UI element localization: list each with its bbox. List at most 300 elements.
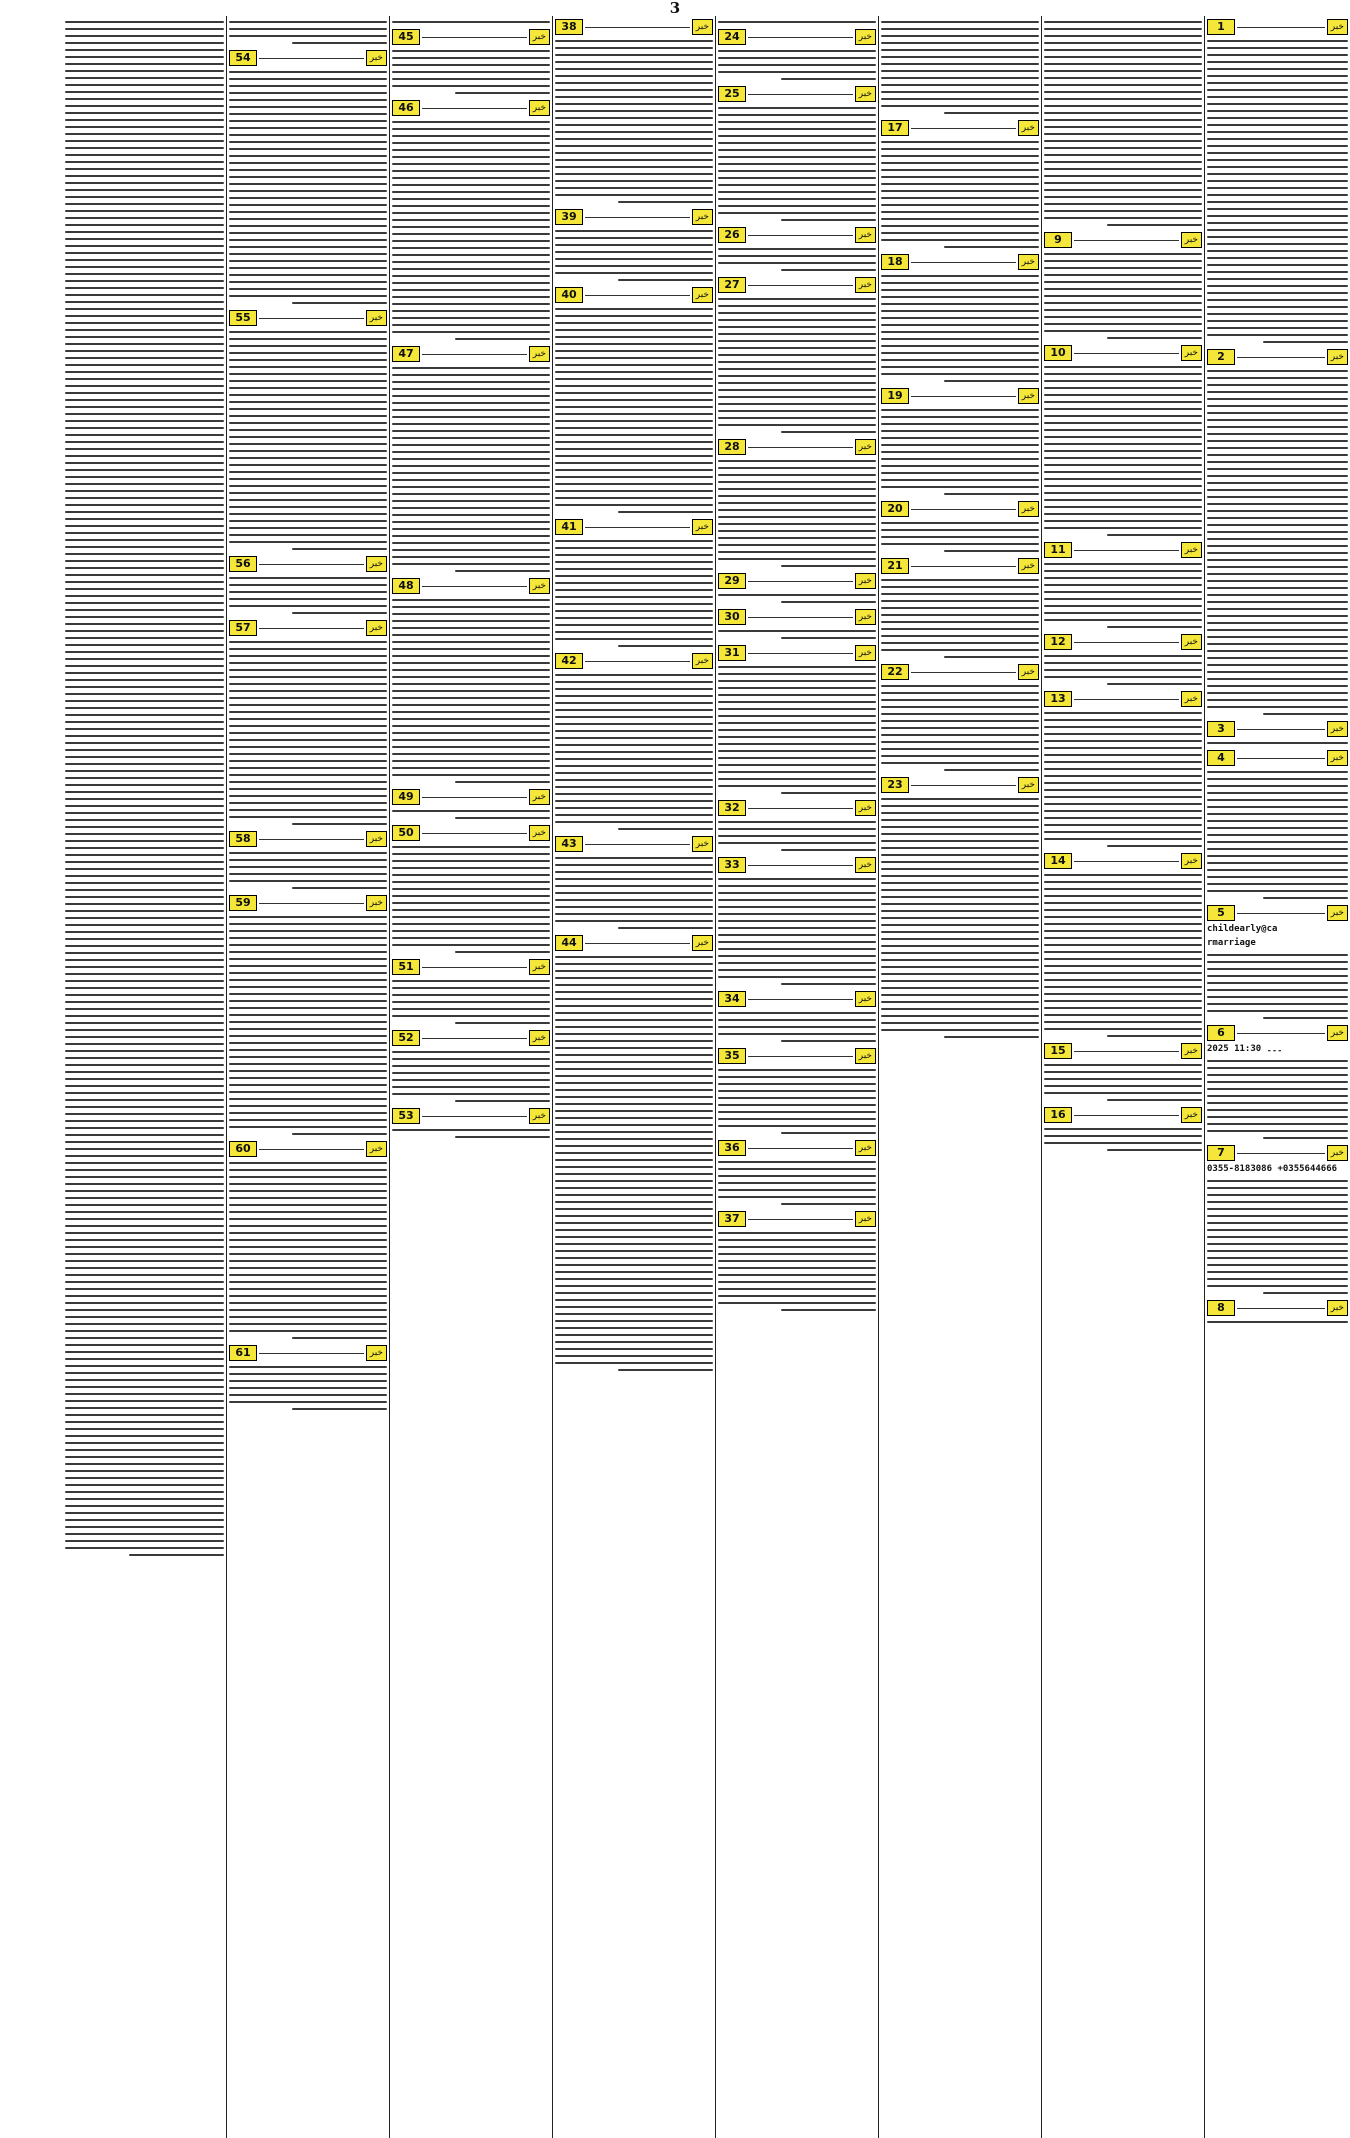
text-line	[392, 1079, 550, 1081]
text-line	[65, 1162, 224, 1164]
item-header	[718, 439, 876, 455]
text-line	[881, 155, 1039, 157]
text-line	[1207, 236, 1348, 238]
text-line	[65, 609, 224, 611]
text-line	[229, 788, 387, 790]
text-line	[392, 683, 550, 685]
text-line	[292, 823, 387, 825]
text-line	[65, 168, 224, 170]
news-item	[718, 227, 876, 271]
text-line	[718, 892, 876, 894]
item-label: خبر	[366, 1345, 387, 1361]
text-line	[229, 1246, 387, 1248]
header-rule	[422, 108, 527, 109]
text-line	[392, 282, 550, 284]
text-line	[555, 1166, 713, 1168]
text-line	[1207, 173, 1348, 175]
text-line	[781, 565, 876, 567]
text-line	[392, 853, 550, 855]
text-line	[1044, 916, 1202, 918]
header-rule	[748, 235, 853, 236]
text-line	[718, 1118, 876, 1120]
text-line	[1044, 733, 1202, 735]
text-line	[65, 840, 224, 842]
text-line	[229, 1176, 387, 1178]
item-header	[229, 50, 387, 66]
item-header	[718, 1048, 876, 1064]
text-line	[1207, 117, 1348, 119]
text-line	[392, 500, 550, 502]
text-line	[65, 798, 224, 800]
item-label: خبر	[692, 519, 713, 535]
text-line	[881, 798, 1039, 800]
text-line	[1207, 862, 1348, 864]
news-item	[392, 346, 550, 572]
news-item	[555, 653, 713, 830]
text-line	[1044, 662, 1202, 664]
text-line	[555, 695, 713, 697]
text-line	[1207, 1321, 1348, 1323]
item-number: 4	[1207, 750, 1235, 766]
text-line	[65, 931, 224, 933]
text-line	[555, 1138, 713, 1140]
text-line	[229, 197, 387, 199]
text-line	[292, 548, 387, 550]
text-line	[555, 554, 713, 556]
header-rule	[422, 967, 527, 968]
text-line	[1207, 643, 1348, 645]
news-item	[881, 777, 1039, 1038]
text-line	[1207, 306, 1348, 308]
news-item	[1044, 345, 1202, 536]
item-number: 10	[1044, 345, 1072, 361]
text-line	[1044, 1135, 1202, 1137]
text-line	[392, 289, 550, 291]
text-line	[1207, 271, 1348, 273]
text-line	[881, 232, 1039, 234]
text-line	[555, 1068, 713, 1070]
text-line	[555, 977, 713, 979]
text-line	[229, 148, 387, 150]
text-line	[881, 197, 1039, 199]
text-line	[1207, 103, 1348, 105]
text-line	[1107, 534, 1202, 536]
text-line	[229, 113, 387, 115]
text-line	[1044, 182, 1202, 184]
text-line	[392, 430, 550, 432]
text-line	[65, 1078, 224, 1080]
text-line	[65, 637, 224, 639]
text-line	[392, 331, 550, 333]
text-line	[229, 253, 387, 255]
text-line	[718, 191, 876, 193]
text-line	[392, 930, 550, 932]
text-line	[555, 272, 713, 274]
text-line	[555, 1236, 713, 1238]
text-line	[392, 923, 550, 925]
item-label: خبر	[855, 800, 876, 816]
text-line	[718, 128, 876, 130]
text-line	[65, 105, 224, 107]
text-line	[555, 744, 713, 746]
news-item	[1207, 905, 1348, 1019]
item-header	[555, 519, 713, 535]
item-label: خبر	[1181, 691, 1202, 707]
text-line	[944, 656, 1039, 658]
text-line	[392, 881, 550, 883]
text-line	[718, 1161, 876, 1163]
news-item	[392, 29, 550, 94]
text-line	[555, 963, 713, 965]
text-line	[392, 198, 550, 200]
text-line	[229, 506, 387, 508]
text-line	[455, 781, 550, 783]
text-line	[881, 833, 1039, 835]
text-line	[229, 1211, 387, 1213]
text-line	[1044, 740, 1202, 742]
text-line	[65, 833, 224, 835]
text-line	[555, 497, 713, 499]
text-line	[65, 252, 224, 254]
text-line	[718, 495, 876, 497]
item-header	[881, 777, 1039, 793]
text-line	[1207, 820, 1348, 822]
text-line	[1207, 391, 1348, 393]
text-line	[718, 701, 876, 703]
item-number: 16	[1044, 1107, 1072, 1123]
text-line	[65, 875, 224, 877]
header-rule	[911, 672, 1016, 673]
text-line	[65, 1141, 224, 1143]
text-line	[881, 409, 1039, 411]
item-number: 5	[1207, 905, 1235, 921]
item-number: 6	[1207, 1025, 1235, 1041]
text-line	[555, 1271, 713, 1273]
text-line	[65, 1071, 224, 1073]
header-rule	[259, 903, 364, 904]
text-line	[292, 1133, 387, 1135]
text-line	[65, 1057, 224, 1059]
text-line	[392, 888, 550, 890]
text-line	[718, 312, 876, 314]
text-line	[65, 189, 224, 191]
text-line	[555, 814, 713, 816]
inline-latin-text: 2025 ۔۔۔ 11:30	[1207, 1044, 1283, 1054]
text-line	[555, 1096, 713, 1098]
news-item	[881, 558, 1039, 658]
text-line	[65, 1351, 224, 1353]
text-line	[392, 535, 550, 537]
text-line	[881, 621, 1039, 623]
text-line	[718, 361, 876, 363]
text-line	[555, 709, 713, 711]
text-line	[781, 1132, 876, 1134]
text-line	[392, 275, 550, 277]
text-line	[65, 1218, 224, 1220]
news-item	[229, 895, 387, 1135]
text-line	[1207, 1003, 1348, 1005]
text-line	[65, 882, 224, 884]
text-line	[718, 1033, 876, 1035]
text-line	[555, 1264, 713, 1266]
text-line	[65, 952, 224, 954]
text-line	[1207, 1229, 1348, 1231]
text-line	[292, 302, 387, 304]
item-header	[229, 620, 387, 636]
item-number: 40	[555, 287, 583, 303]
text-line	[881, 486, 1039, 488]
text-line	[718, 1281, 876, 1283]
text-line	[65, 28, 224, 30]
text-line	[881, 713, 1039, 715]
text-line	[1207, 989, 1348, 991]
text-line	[1207, 1250, 1348, 1252]
text-line	[392, 381, 550, 383]
text-line	[1207, 40, 1348, 42]
text-line	[881, 21, 1039, 23]
text-line	[881, 28, 1039, 30]
text-line	[229, 408, 387, 410]
item-header	[718, 86, 876, 102]
text-line	[65, 1344, 224, 1346]
text-line	[392, 760, 550, 762]
item-header	[1207, 750, 1348, 766]
text-line	[65, 1022, 224, 1024]
text-line	[392, 937, 550, 939]
header-rule	[748, 581, 853, 582]
item-header	[718, 800, 876, 816]
text-line	[718, 1246, 876, 1248]
text-line	[229, 930, 387, 932]
text-line	[555, 1187, 713, 1189]
text-line	[65, 1358, 224, 1360]
text-line	[65, 756, 224, 758]
text-line	[1044, 203, 1202, 205]
text-line	[229, 71, 387, 73]
item-header	[718, 991, 876, 1007]
item-number: 31	[718, 645, 746, 661]
text-line	[65, 63, 224, 65]
item-number: 54	[229, 50, 257, 66]
text-line	[392, 1072, 550, 1074]
text-line	[944, 112, 1039, 114]
text-line	[1044, 563, 1202, 565]
text-line	[718, 736, 876, 738]
text-line	[65, 462, 224, 464]
text-line	[555, 864, 713, 866]
text-line	[1044, 175, 1202, 177]
text-line	[881, 289, 1039, 291]
text-line	[881, 607, 1039, 609]
text-line	[65, 1414, 224, 1416]
text-line	[229, 641, 387, 643]
text-line	[229, 1084, 387, 1086]
text-line	[555, 1005, 713, 1007]
text-line	[392, 1001, 550, 1003]
text-line	[881, 924, 1039, 926]
text-line	[455, 951, 550, 953]
text-line	[392, 704, 550, 706]
header-rule	[1237, 1033, 1325, 1034]
text-line	[1207, 799, 1348, 801]
text-line	[718, 198, 876, 200]
header-rule	[1237, 27, 1325, 28]
text-line	[65, 1372, 224, 1374]
text-line	[1207, 285, 1348, 287]
header-rule	[1074, 642, 1179, 643]
text-line	[881, 987, 1039, 989]
item-header	[555, 653, 713, 669]
text-line	[1207, 552, 1348, 554]
text-line	[229, 951, 387, 953]
text-line	[881, 444, 1039, 446]
news-column	[226, 16, 389, 2138]
text-line	[1044, 881, 1202, 883]
item-number: 15	[1044, 1043, 1072, 1059]
item-label: خبر	[366, 620, 387, 636]
text-line	[65, 315, 224, 317]
text-line	[455, 570, 550, 572]
text-line	[555, 610, 713, 612]
text-line	[1044, 140, 1202, 142]
text-line	[1207, 1257, 1348, 1259]
item-number: 28	[718, 439, 746, 455]
item-number: 1	[1207, 19, 1235, 35]
text-line	[392, 21, 550, 23]
text-line	[229, 1105, 387, 1107]
text-line	[1044, 803, 1202, 805]
header-rule	[748, 1148, 853, 1149]
header-rule	[1074, 550, 1179, 551]
text-line	[881, 706, 1039, 708]
text-line	[718, 969, 876, 971]
text-line	[555, 786, 713, 788]
text-line	[392, 395, 550, 397]
news-item	[1044, 1043, 1202, 1101]
text-line	[718, 1253, 876, 1255]
text-line	[65, 721, 224, 723]
item-label: خبر	[366, 50, 387, 66]
text-line	[555, 1334, 713, 1336]
text-line	[65, 378, 224, 380]
item-label: خبر	[529, 100, 550, 116]
text-line	[1044, 909, 1202, 911]
text-line	[65, 651, 224, 653]
item-label: خبر	[366, 1141, 387, 1157]
text-line	[1044, 35, 1202, 37]
text-line	[555, 1082, 713, 1084]
text-line	[229, 1190, 387, 1192]
item-number: 20	[881, 501, 909, 517]
text-line	[1044, 1014, 1202, 1016]
text-line	[555, 75, 713, 77]
text-line	[1044, 598, 1202, 600]
text-line	[65, 511, 224, 513]
item-header	[392, 1030, 550, 1046]
text-line	[1207, 89, 1348, 91]
item-header	[718, 1140, 876, 1156]
text-line	[881, 437, 1039, 439]
text-line	[229, 1239, 387, 1241]
text-line	[65, 1064, 224, 1066]
text-line	[881, 826, 1039, 828]
text-line	[1044, 260, 1202, 262]
text-line	[1044, 415, 1202, 417]
text-line	[229, 1295, 387, 1297]
text-line	[555, 1250, 713, 1252]
text-line	[718, 205, 876, 207]
text-line	[718, 842, 876, 844]
text-line	[229, 331, 387, 333]
text-line	[1044, 316, 1202, 318]
text-line	[455, 1136, 550, 1138]
item-header	[718, 227, 876, 243]
text-line	[65, 896, 224, 898]
text-line	[65, 693, 224, 695]
text-line	[555, 624, 713, 626]
text-line	[65, 1267, 224, 1269]
news-item	[229, 556, 387, 614]
text-line	[1044, 754, 1202, 756]
text-line	[881, 317, 1039, 319]
header-rule	[585, 527, 690, 528]
text-line	[1044, 726, 1202, 728]
text-line	[781, 78, 876, 80]
text-line	[555, 1355, 713, 1357]
text-line	[229, 972, 387, 974]
text-line	[65, 441, 224, 443]
text-line	[65, 546, 224, 548]
text-line	[65, 616, 224, 618]
text-line	[392, 142, 550, 144]
text-line	[718, 976, 876, 978]
text-line	[1044, 133, 1202, 135]
text-line	[65, 154, 224, 156]
text-line	[881, 692, 1039, 694]
text-line	[1207, 848, 1348, 850]
item-header	[1207, 1300, 1348, 1316]
text-line	[555, 455, 713, 457]
text-line	[881, 945, 1039, 947]
text-line	[718, 835, 876, 837]
text-line	[65, 679, 224, 681]
text-line	[1044, 196, 1202, 198]
item-number: 22	[881, 664, 909, 680]
text-line	[229, 204, 387, 206]
text-line	[881, 63, 1039, 65]
text-line	[718, 481, 876, 483]
item-label: خبر	[1327, 349, 1348, 365]
text-line	[1107, 626, 1202, 628]
item-label: خبر	[1018, 388, 1039, 404]
text-line	[1044, 584, 1202, 586]
item-number: 38	[555, 19, 583, 35]
text-line	[718, 558, 876, 560]
text-line	[229, 986, 387, 988]
text-line	[65, 1512, 224, 1514]
text-line	[555, 1278, 713, 1280]
text-line	[65, 938, 224, 940]
header-rule	[585, 661, 690, 662]
text-line	[1207, 145, 1348, 147]
text-line	[65, 259, 224, 261]
text-line	[718, 417, 876, 419]
text-line	[1207, 1010, 1348, 1012]
text-line	[881, 980, 1039, 982]
text-line	[555, 723, 713, 725]
text-line	[229, 352, 387, 354]
text-line	[1044, 591, 1202, 593]
